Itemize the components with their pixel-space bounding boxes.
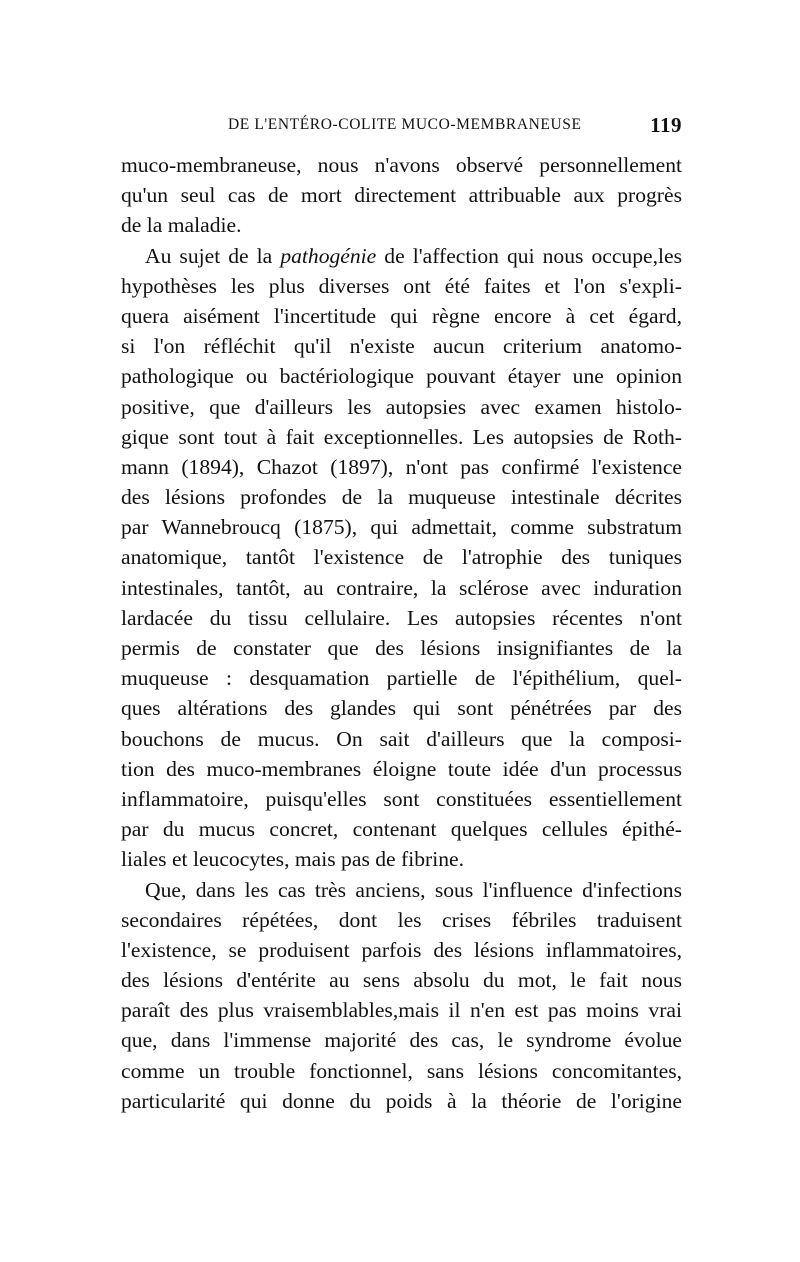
text-line: paraît des plus vraisemblables,mais il n'en est pas moins vrai bbox=[121, 998, 682, 1023]
text-line: muco-membraneuse, nous n'avons observé personnellement bbox=[121, 153, 682, 177]
text-line: bouchons de mucus. On sait d'ailleurs que la composi- bbox=[121, 726, 682, 751]
text-line: par du mucus concret, contenant quelques cellules épithé- bbox=[121, 817, 682, 842]
text-line: lardacée du tissu cellulaire. Les autopsies récentes n'ont bbox=[121, 605, 682, 630]
text-line: quera aisément l'incertitude qui règne encore à cet égard, bbox=[121, 303, 682, 328]
text-line: permis de constater que des lésions insignifiantes de la bbox=[121, 636, 682, 660]
text-line: par Wannebroucq (1875), qui admettait, comme substratum bbox=[121, 515, 682, 540]
text-line: comme un trouble fonctionnel, sans lésions concomitantes, bbox=[121, 1058, 682, 1083]
text-line: mann (1894), Chazot (1897), n'ont pas confirmé l'existence bbox=[121, 454, 682, 479]
text-line: anatomique, tantôt l'existence de l'atrophie des tuniques bbox=[121, 545, 682, 570]
text-line: inflammatoire, puisqu'elles sont constituées essentiellement bbox=[121, 786, 682, 811]
text-line: ques altérations des glandes qui sont pénétrées par des bbox=[121, 696, 682, 721]
text-line: que, dans l'immense majorité des cas, le syndrome évolue bbox=[121, 1028, 682, 1053]
text-line: qu'un seul cas de mort directement attribuable aux progrès bbox=[121, 183, 682, 208]
text-line: positive, que d'ailleurs les autopsies avec examen histolo- bbox=[121, 394, 682, 419]
text-line: des lésions profondes de la muqueuse intestinale décrites bbox=[121, 485, 682, 510]
text-line: tion des muco-membranes éloigne toute idée d'un processus bbox=[121, 756, 682, 781]
text-line: liales et leucocytes, mais pas de fibrine. bbox=[121, 847, 464, 872]
text-line: particularité qui donne du poids à la théorie de l'origine bbox=[121, 1088, 682, 1113]
paragraph-first-line: Au sujet de la pathogénie de l'affection qui nous occupe,les bbox=[145, 243, 682, 268]
text-line: intestinales, tantôt, au contraire, la sclérose avec induration bbox=[121, 575, 682, 600]
text-line: si l'on réfléchit qu'il n'existe aucun criterium anatomo- bbox=[121, 334, 682, 359]
text-line: des lésions d'entérite au sens absolu du mot, le fait nous bbox=[121, 968, 682, 993]
text-line: muqueuse : desquamation partielle de l'épithélium, quel- bbox=[121, 666, 682, 691]
text-line: gique sont tout à fait exceptionnelles. Les autopsies de Roth- bbox=[121, 424, 682, 449]
paragraph-first-line: Que, dans les cas très anciens, sous l'influence d'infections bbox=[145, 877, 682, 902]
text-line: l'existence, se produisent parfois des lésions inflammatoires, bbox=[121, 937, 682, 962]
running-title: DE L'ENTÉRO-COLITE MUCO-MEMBRANEUSE bbox=[228, 116, 582, 133]
text-line: secondaires répétées, dont les crises fébriles traduisent bbox=[121, 907, 682, 932]
page-number: 119 bbox=[650, 113, 682, 137]
running-head bbox=[120, 113, 682, 144]
text-line: pathologique ou bactériologique pouvant étayer une opinion bbox=[121, 364, 682, 389]
body-text bbox=[121, 150, 682, 1116]
emphasized-word: pathogénie bbox=[280, 243, 377, 268]
text-line: hypothèses les plus diverses ont été faites et l'on s'expli- bbox=[121, 273, 682, 298]
text-line: de la maladie. bbox=[121, 213, 242, 238]
